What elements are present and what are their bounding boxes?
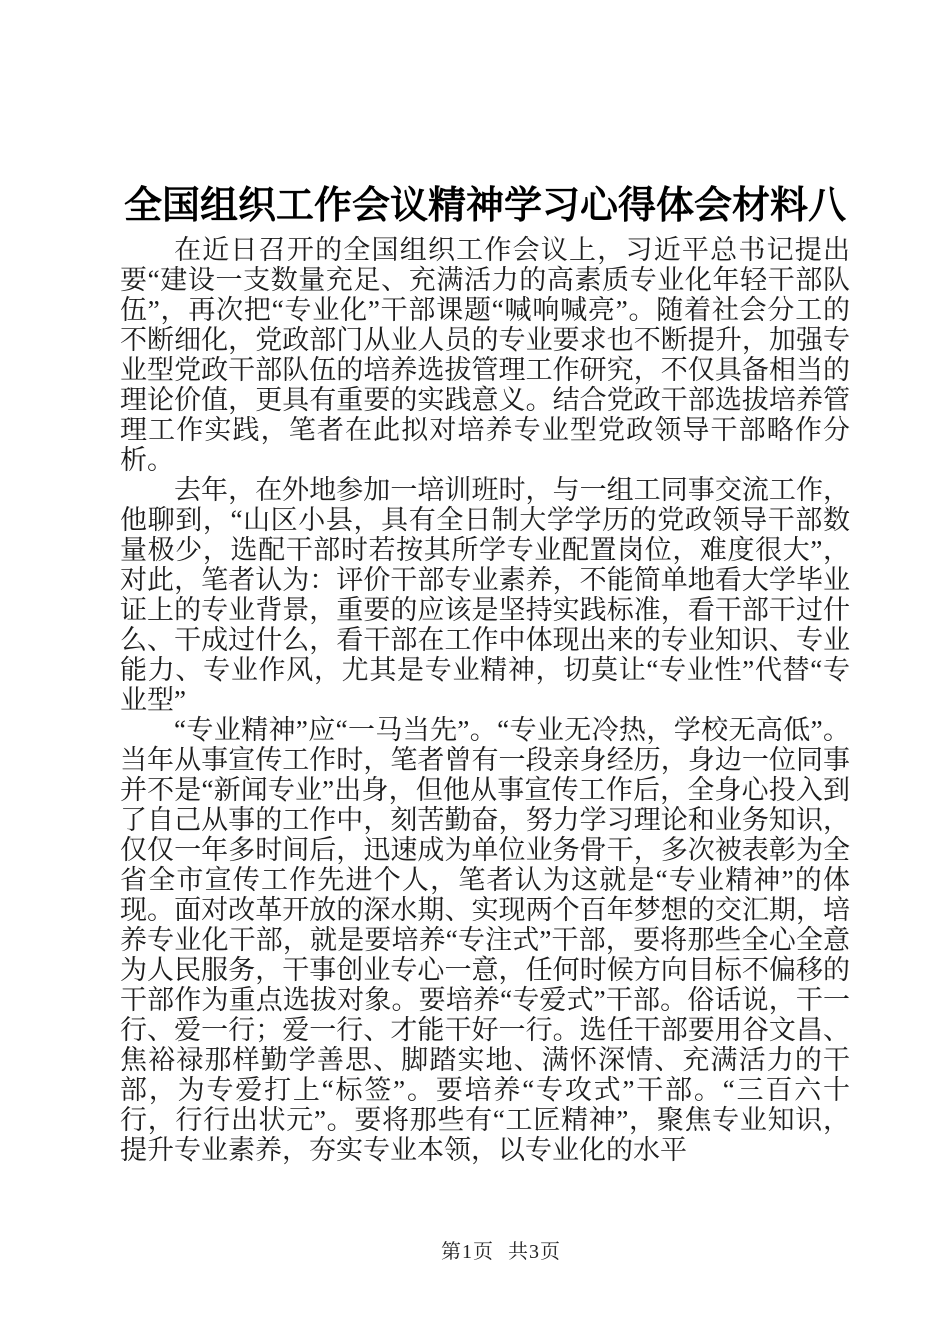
paragraph: 在近日召开的全国组织工作会议上，习近平总书记提出要“建设一支数量充足、充满活力的高素质专业化年轻干部队伍”，再次把“专业化”干部课题“喊响喊亮”。随着社会分工的不断细化，党政部门从业人员的专业要求也不断提升，加强专业型党政干部队伍的培养选拔管理工作研究，不仅具备相当的理论价值，更具有重要的实践意义。结合党政干部选拔培养管理工作实践，笔者在此拟对培养专业型党政领导干部略作分析。 [120, 235, 850, 475]
document-body [120, 235, 850, 1165]
paragraph: “专业精神”应“一马当先”。“专业无冷热，学校无高低”。当年从事宣传工作时，笔者曾有一段亲身经历，身边一位同事并不是“新闻专业”出身，但他从事宣传工作后，全身心投入到了自己从事的工作中，刻苦勤奋，努力学习理论和业务知识，仅仅一年多时间后，迅速成为单位业务骨干，多次被表彰为全省全市宣传工作先进个人，笔者认为这就是“专业精神”的体现。面对改革开放的深水期、实现两个百年梦想的交汇期，培养专业化干部，就是要培养“专注式”干部，要将那些全心全意为人民服务，干事创业专心一意，任何时候方向目标不偏移的干部作为重点选拔对象。要培养“专爱式”干部。俗话说，干一行、爱一行；爱一行、才能干好一行。选任干部要用谷文昌、焦裕禄那样勤学善思、脚踏实地、满怀深情、充满活力的干部，为专爱打上“标签”。要培养“专攻式”干部。“三百六十行，行行出状元”。要将那些有“工匠精神”，聚焦专业知识，提升专业素养，夯实专业本领，以专业化的水平 [120, 715, 850, 1165]
document-content [120, 0, 850, 1165]
document-title: 全国组织工作会议精神学习心得体会材料八 [123, 185, 846, 227]
total-pages-label: 共3页 [508, 1241, 561, 1263]
page-footer [0, 1240, 950, 1264]
page-number-label: 第1页 [441, 1241, 494, 1263]
paragraph: 去年，在外地参加一培训班时，与一组工同事交流工作，他聊到，“山区小县，具有全日制大学学历的党政领导干部数量极少，选配干部时若按其所学专业配置岗位，难度很大”，对此，笔者认为：评价干部专业素养，不能简单地看大学毕业证上的专业背景，重要的应该是坚持实践标准，看干部干过什么、干成过什么，看干部在工作中体现出来的专业知识、专业能力、专业作风，尤其是专业精神，切莫让“专业性”代替“专业型” [120, 475, 850, 715]
